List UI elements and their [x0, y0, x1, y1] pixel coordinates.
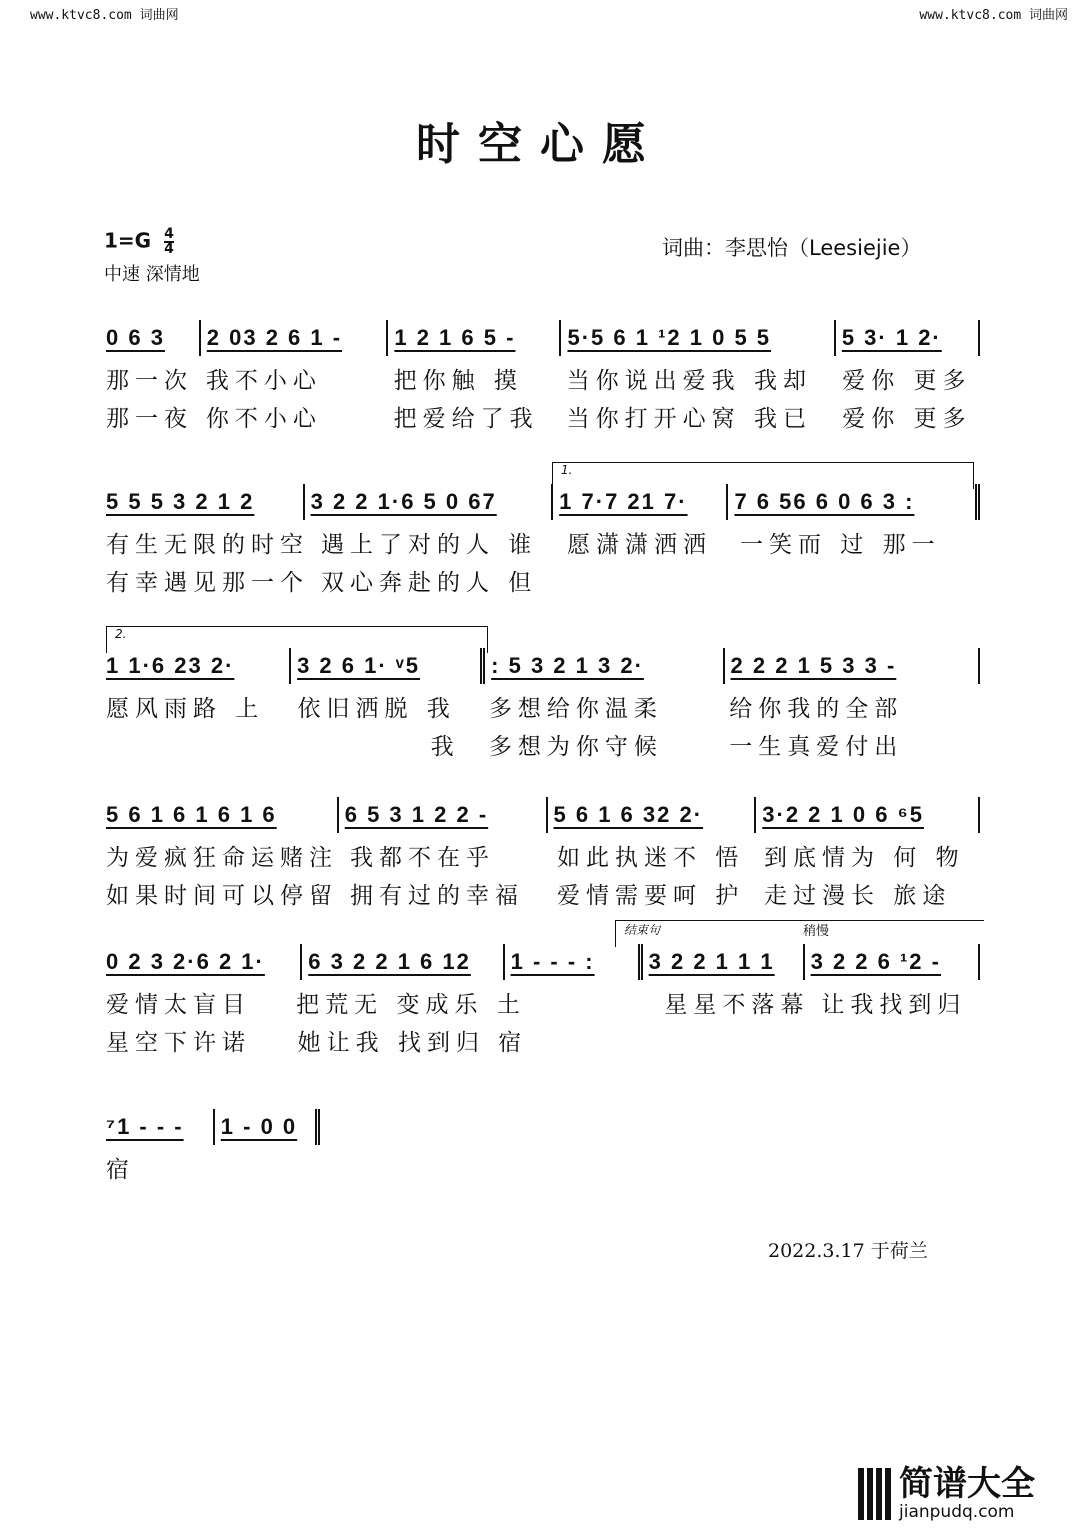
measure-notes: 3 2 2 1 1 1	[648, 949, 775, 974]
piano-icon	[858, 1468, 891, 1520]
measure	[100, 797, 339, 833]
tempo-marking: 中速 深情地	[104, 264, 200, 285]
notes-line	[100, 795, 980, 835]
measure-notes: 1 7·7 21 7·	[559, 489, 688, 514]
measure	[100, 648, 291, 684]
lyric-segment	[734, 564, 980, 598]
lyric-segment: 有生无限的时空	[106, 532, 309, 558]
measure-notes: 1 2 1 6 5 -	[394, 325, 516, 350]
key-label: 1=G	[104, 228, 152, 253]
watermark-left: www.ktvc8.com 词曲网	[30, 8, 179, 23]
lyric-segment	[814, 1024, 980, 1058]
score-row	[100, 318, 980, 434]
logo-sub: jianpudq.com	[899, 1502, 1015, 1522]
measure	[291, 648, 485, 684]
lyrics-verse-2	[100, 1024, 980, 1058]
lyrics-verse-1	[100, 526, 980, 560]
lyric-segment: 当你打开心窝 我已	[566, 406, 812, 432]
date-place: 2022.3.17 于荷兰	[768, 1240, 928, 1262]
time-sig-bottom: 4	[164, 241, 174, 257]
lyric-segment: 一笑而 过 那一	[739, 532, 941, 558]
measure	[836, 320, 980, 356]
lyric-segment: 如此执迷不 悟	[557, 845, 745, 871]
notes-line	[100, 942, 980, 982]
author-credit: 词曲：李思怡（Leesiejie）	[662, 236, 922, 260]
lyric-segment: 给你我的全部	[729, 696, 904, 722]
measure-notes: ⁷1 - - -	[106, 1114, 184, 1139]
measure-notes: 3 2 2 6 ¹2 -	[810, 949, 941, 974]
measure	[100, 944, 302, 980]
lyric-segment: 我	[297, 734, 460, 760]
lyric-segment	[532, 986, 659, 1020]
score-row	[100, 923, 980, 1058]
measure	[756, 797, 980, 833]
notes-line	[100, 318, 980, 358]
measure-notes: 5 5 5 3 2 1 2	[106, 489, 255, 514]
lyrics-verse-1	[100, 690, 980, 724]
lyric-segment: 遇上了对的人 谁	[321, 532, 538, 558]
lyric-segment: 那一夜	[106, 406, 193, 432]
lyric-segment: 爱情太盲目	[106, 992, 251, 1018]
measure-notes: 3 2 6 1· ᵛ5	[297, 653, 421, 678]
measure	[485, 648, 724, 684]
measure-notes: 5 6 1 6 32 2·	[553, 802, 704, 827]
lyric-segment: 依旧洒脱 我	[297, 696, 456, 722]
lyric-segment: 我都不在乎	[350, 845, 495, 871]
site-logo	[858, 1466, 1035, 1522]
logo-main: 简谱大全	[899, 1464, 1035, 1504]
measure-notes: 1 - - - :	[510, 949, 595, 974]
lyric-segment: 爱情需要呵 护	[557, 883, 745, 909]
lyric-segment: 她让我 找到归 宿	[297, 1030, 528, 1056]
measure-notes: 5 3· 1 2·	[841, 325, 942, 350]
lyrics-verse-2	[100, 400, 980, 434]
lyric-segment: 愿潇潇洒洒	[567, 532, 713, 558]
measure-notes: 3 2 2 1·6 5 0 67	[310, 489, 497, 514]
measure-notes: 0 6 3	[106, 325, 165, 350]
time-sig-top: 4	[164, 226, 174, 242]
lyric-segment: 双心奔赴的人 但	[321, 570, 538, 596]
ending-label: 结束句	[615, 920, 984, 947]
score-row	[100, 627, 980, 762]
lyric-segment: 一生真爱付出	[729, 734, 904, 760]
lyric-segment	[661, 1024, 814, 1058]
measure	[643, 944, 805, 980]
measure	[302, 944, 504, 980]
measure	[561, 320, 835, 356]
measure	[548, 797, 757, 833]
lyrics-verse-1	[100, 839, 980, 873]
lyric-segment: 当你说出爱我 我却	[566, 368, 812, 394]
lyric-segment: 多想给你温柔	[488, 696, 663, 722]
lyrics-verse-1	[100, 1151, 320, 1185]
measure	[100, 320, 201, 356]
measure	[728, 484, 980, 520]
notes-line	[100, 1107, 320, 1147]
lyric-segment: 如果时间可以停留	[106, 883, 338, 909]
lyric-segment: 让我找到归	[821, 992, 967, 1018]
lyric-segment: 爱你 更多	[842, 368, 972, 394]
measure-notes: 1 1·6 23 2·	[106, 653, 235, 678]
lyric-segment	[561, 564, 734, 598]
lyric-segment: 把你触 摸	[393, 368, 523, 394]
measure-notes: 2 2 2 1 5 3 3 -	[730, 653, 897, 678]
score-row	[100, 463, 980, 598]
measure	[215, 1109, 320, 1145]
lyrics-verse-2	[100, 877, 980, 911]
measure	[388, 320, 561, 356]
lyric-segment: 走过漫长 旅途	[764, 883, 952, 909]
volta-bracket: 1.	[552, 462, 974, 489]
lyric-segment: 爱你 更多	[842, 406, 972, 432]
lyric-segment: 宿	[106, 1157, 135, 1183]
lyric-segment	[217, 1151, 320, 1185]
measure-notes: 0 2 3 2·6 2 1·	[106, 949, 265, 974]
measure-notes: : 5 3 2 1 3 2·	[491, 653, 644, 678]
measure	[725, 648, 980, 684]
lyric-segment: 把荒无 变成乐 土	[296, 992, 526, 1018]
measure-notes: 3·2 2 1 0 6 ⁶5	[762, 802, 924, 827]
song-title: 时空心愿	[416, 119, 664, 170]
lyric-segment: 把爱给了我	[393, 406, 539, 432]
measure-notes: 7 6 56 6 0 6 3 :	[734, 489, 915, 514]
lyric-segment: 星空下许诺	[106, 1030, 251, 1056]
lyric-segment: 我不小心	[205, 368, 322, 394]
lyrics-verse-2	[100, 728, 980, 762]
measure-notes: 5 6 1 6 1 6 1 6	[106, 802, 277, 827]
lyric-segment: 星星不落幕	[664, 992, 810, 1018]
lyric-segment	[533, 1024, 661, 1058]
measure	[201, 320, 389, 356]
lyrics-verse-1	[100, 986, 980, 1020]
measure	[339, 797, 548, 833]
lyric-segment: 多想为你守候	[488, 734, 663, 760]
measure	[553, 484, 728, 520]
measure	[305, 484, 554, 520]
measure-notes: 1 - 0 0	[220, 1114, 298, 1139]
lyric-segment: 有幸遇见那一个	[106, 570, 309, 596]
measure-notes: 2 03 2 6 1 -	[206, 325, 343, 350]
measure-notes: 6 3 2 2 1 6 12	[308, 949, 471, 974]
measure-notes: 6 5 3 1 2 2 -	[344, 802, 489, 827]
score-row	[100, 795, 980, 911]
watermark-right: www.ktvc8.com 词曲网	[919, 8, 1068, 23]
measure	[805, 944, 980, 980]
measure	[100, 1109, 215, 1145]
lyric-segment: 你不小心	[205, 406, 322, 432]
tempo-slow-label: 稍慢	[803, 924, 830, 939]
lyric-segment: 那一次	[106, 368, 193, 394]
time-signature	[164, 228, 174, 256]
measure-notes: 5·5 6 1 ¹2 1 0 5 5	[567, 325, 772, 350]
measure	[505, 944, 643, 980]
lyric-segment: 为爱疯狂命运赌注	[106, 845, 338, 871]
key-signature	[104, 228, 174, 256]
lyrics-verse-2	[100, 564, 980, 598]
lyrics-verse-1	[100, 362, 980, 396]
lyric-segment	[100, 728, 291, 762]
lyric-segment: 愿风雨路 上	[106, 696, 265, 722]
measure	[100, 484, 305, 520]
score-row	[100, 1107, 320, 1185]
lyric-segment: 到底情为 何 物	[764, 845, 965, 871]
lyric-segment: 拥有过的幸福	[350, 883, 524, 909]
volta-bracket: 2.	[106, 626, 488, 653]
